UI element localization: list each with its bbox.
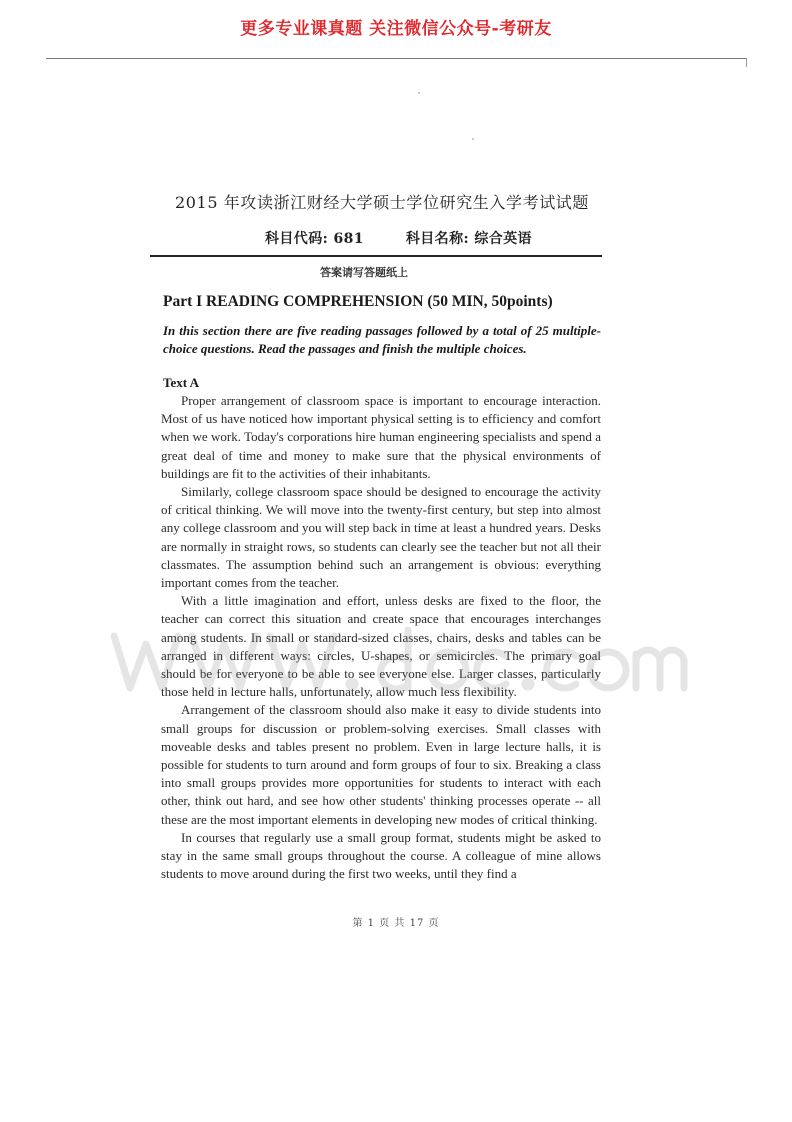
subject-name: 科目名称: 综合英语 [405, 231, 532, 247]
header-rule [150, 255, 602, 257]
promo-banner: 更多专业课真题 关注微信公众号-考研友 [240, 19, 552, 39]
scan-speck [418, 92, 420, 94]
paragraph: Arrangement of the classroom should also make it easy to divide students into small groups for discussion or problem-solving exercises. Small classes with moveable desks and tables present no problem. Even in large lecture halls, it is possible for students to turn around and form groups of four to six. Breaking a class into small groups provides more opportunities for students to interact with each other, think out hard, and see how other students' thinking processes operate -- all these are the most important elements in developing new modes of critical thinking. [161, 702, 601, 827]
paragraph: In courses that regularly use a small group format, students might be asked to stay in the same small groups throughout the course. A colleague of mine allows students to move around during the first two weeks, until they find a [161, 829, 601, 882]
subject-info [265, 228, 532, 248]
subject-code: 科目代码: 681 [265, 231, 364, 247]
exam-title: 2015 年攻读浙江财经大学硕士学位研究生入学考试试题 [175, 193, 590, 212]
scan-border [46, 58, 747, 67]
paragraph: Proper arrangement of classroom space is important to encourage interaction. Most of us have noticed how important physical setting is to efficiency and comfort when we work. Today's corporations hire human engineering specialists and spend a great deal of time and money to make sure that the physical environments of buildings are fit to the activities of their inhabitants. [161, 393, 601, 481]
answer-note: 答案请写答题纸上 [320, 266, 408, 279]
page-number: 第 1 页 共 17 页 [352, 918, 440, 929]
part-heading: Part I READING COMPREHENSION (50 MIN, 50points) [163, 293, 553, 310]
paragraph: With a little imagination and effort, unless desks are fixed to the floor, the teacher can correct this situation and create space that encourages interchanges among students. In small or standard-sized classes, chairs, desks and tables can be arranged in different ways: circles, U-shapes, or semicircles. The primary goal should be for everyone to be able to see everyone else. Larger classes, particularly those held in lecture halls, unfortunately, allow much less flexibility. [161, 593, 601, 700]
paragraph: Similarly, college classroom space should be designed to encourage the activity of critical thinking. We will move into the twenty-first century, but step into almost any college classroom and you will step back in time at least a hundred years. Desks are normally in straight rows, so students can clearly see the teacher but not all their classmates. The assumption behind such an arrangement is obvious: everything important comes from the teacher. [161, 484, 601, 591]
passage-body [161, 392, 601, 883]
section-instructions: In this section there are five reading passages followed by a total of 25 multiple-choice questions. Read the passages and finish the multiple choices. [163, 323, 601, 356]
scan-speck [472, 138, 474, 140]
passage-label: Text A [163, 375, 199, 390]
